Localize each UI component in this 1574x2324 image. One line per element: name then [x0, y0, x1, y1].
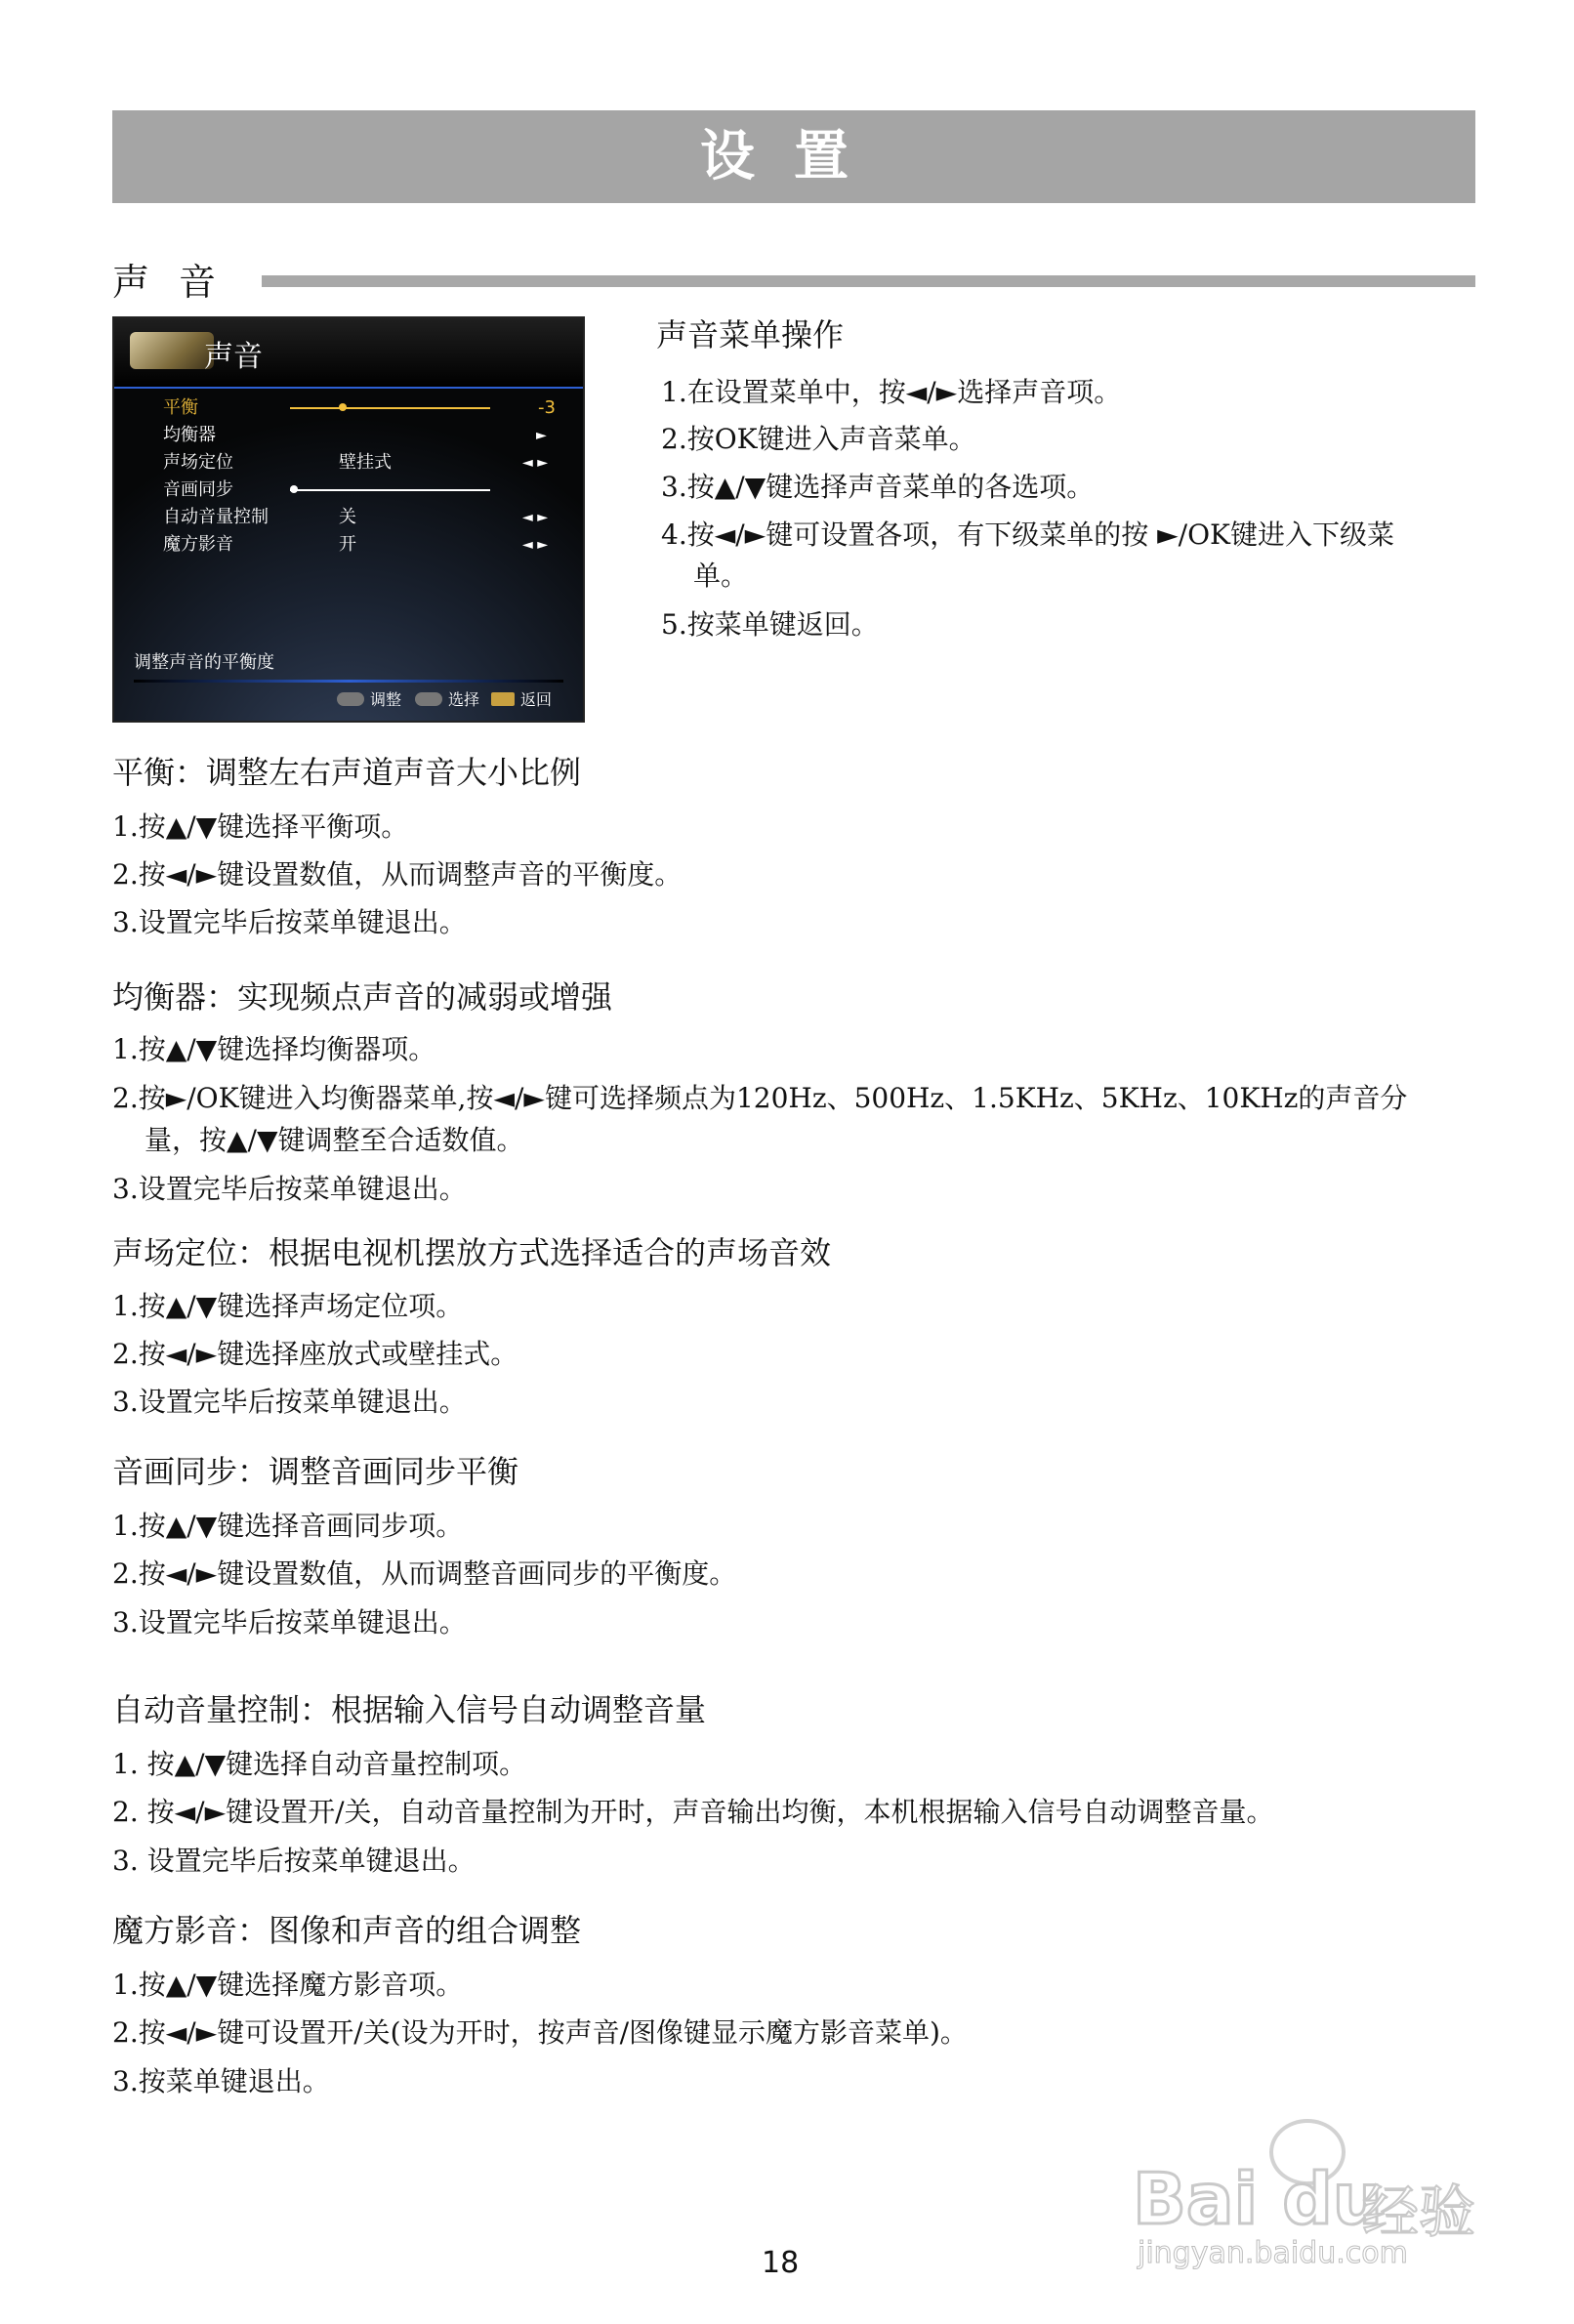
ops-step: 1.在设置菜单中，按◄/►选择声音项。: [661, 376, 1122, 408]
tv-menu-item-value: 关: [339, 507, 356, 527]
arrow-right-icon: ►: [536, 428, 547, 443]
up-down-key-icon: [415, 692, 442, 706]
instruction-line: 1.按▲/▼键选择均衡器项。: [112, 1033, 436, 1065]
instruction-line: 2. 按◄/►键设置开/关，自动音量控制为开时，声音输出均衡，本机根据输入信号自动调整音量。: [112, 1796, 1274, 1828]
section-divider: [262, 275, 1475, 287]
tv-menu-item-balance: [163, 396, 563, 420]
tv-footer-adjust: [337, 687, 401, 710]
page-title-banner: 设置: [112, 110, 1475, 203]
instruction-line: 2.按◄/►键设置数值，从而调整声音的平衡度。: [112, 858, 683, 891]
tv-footer-select: [415, 687, 479, 710]
tv-menu-item-auto-volume: [163, 506, 563, 529]
instruction-line: 2.按►/OK键进入均衡器菜单,按◄/►键可选择频点为120Hz、500Hz、1.5KHz、5KHz、10KHz的声音分: [112, 1082, 1408, 1114]
tv-menu-hint: 调整声音的平衡度: [134, 652, 274, 673]
tv-menu-item-label: 音画同步: [163, 479, 233, 500]
tv-menu-item-value: 开: [339, 534, 356, 555]
ops-step: 4.按◄/►键可设置各项，有下级菜单的按 ►/OK键进入下级菜: [661, 519, 1394, 551]
section-heading-auto-volume: 自动音量控制：根据输入信号自动调整音量: [112, 1691, 707, 1728]
arrow-left-right-icon: ◄ ►: [522, 510, 548, 525]
av-sync-slider: [290, 489, 490, 491]
ops-step: 3.按▲/▼键选择声音菜单的各选项。: [661, 471, 1095, 503]
tv-menu-item-magic-av: [163, 533, 563, 557]
arrow-left-right-icon: ◄ ►: [522, 455, 548, 471]
tv-menu-item-label: 均衡器: [163, 425, 216, 445]
instruction-line: 2.按◄/►键设置数值，从而调整音画同步的平衡度。: [112, 1557, 737, 1590]
instruction-line: 3.设置完毕后按菜单键退出。: [112, 1173, 467, 1205]
instruction-line: 2.按◄/►键选择座放式或壁挂式。: [112, 1338, 518, 1370]
instruction-line: 2.按◄/►键可设置开/关(设为开时，按声音/图像键显示魔方影音菜单)。: [112, 2016, 968, 2049]
instruction-line: 1.按▲/▼键选择音画同步项。: [112, 1510, 464, 1542]
baidu-watermark: [1133, 2119, 1484, 2270]
instruction-line: 3.设置完毕后按菜单键退出。: [112, 1386, 467, 1418]
left-right-key-icon: [337, 692, 364, 706]
instruction-line: 3. 设置完毕后按菜单键退出。: [112, 1845, 476, 1877]
instruction-line: 3.设置完毕后按菜单键退出。: [112, 1606, 467, 1639]
section-heading-equalizer: 均衡器：实现频点声音的减弱或增强: [112, 978, 613, 1016]
section-heading-av-sync: 音画同步：调整音画同步平衡: [112, 1453, 519, 1490]
watermark-url: jingyan.baidu.com: [1138, 2236, 1408, 2270]
instruction-line: 3.设置完毕后按菜单键退出。: [112, 906, 467, 938]
instruction-line: 量，按▲/▼键调整至合适数值。: [145, 1124, 524, 1156]
instruction-line: 1.按▲/▼键选择声场定位项。: [112, 1290, 464, 1322]
slider-knob: [339, 403, 347, 411]
tv-menu-item-label: 声场定位: [163, 452, 233, 473]
arrow-left-right-icon: ◄ ►: [522, 537, 548, 553]
section-heading-magic-av: 魔方影音：图像和声音的组合调整: [112, 1912, 582, 1949]
tv-footer-back: [491, 687, 552, 710]
tv-menu-item-av-sync: [163, 478, 563, 502]
speaker-icon: [130, 332, 214, 369]
tv-footer-label: 选择: [448, 690, 480, 709]
tv-menu-item-equalizer: [163, 424, 563, 447]
section-title: 声音: [112, 261, 246, 304]
tv-menu-item-label: 平衡: [163, 397, 198, 418]
section-heading-balance: 平衡：调整左右声道声音大小比例: [112, 754, 582, 791]
instruction-line: 1.按▲/▼键选择平衡项。: [112, 810, 409, 843]
page-number: 18: [762, 2246, 800, 2280]
tv-menu-header: [114, 318, 583, 389]
watermark-cn: 经验: [1362, 2179, 1476, 2245]
instruction-line: 1.按▲/▼键选择魔方影音项。: [112, 1969, 464, 2001]
tv-menu-item-label: 自动音量控制: [163, 507, 269, 527]
tv-footer-label: 调整: [370, 690, 402, 709]
tv-menu-divider: [134, 680, 563, 683]
tv-menu-screenshot: [112, 316, 585, 723]
instruction-line: 1. 按▲/▼键选择自动音量控制项。: [112, 1748, 527, 1780]
ops-step: 5.按菜单键返回。: [661, 608, 879, 641]
tv-menu-item-value: 壁挂式: [339, 452, 392, 473]
tv-menu-item-sound-position: [163, 451, 563, 475]
tv-menu-item-value: -3: [538, 397, 556, 418]
ops-step: 单。: [693, 560, 749, 592]
menu-key-icon: [491, 692, 515, 706]
watermark-brand: Bai du: [1133, 2158, 1384, 2240]
instruction-line: 3.按菜单键退出。: [112, 2065, 330, 2097]
ops-step: 2.按OK键进入声音菜单。: [661, 423, 976, 455]
tv-menu-item-label: 魔方影音: [163, 534, 233, 555]
tv-footer-label: 返回: [520, 690, 553, 709]
slider-knob: [290, 485, 298, 493]
section-heading-sound-position: 声场定位：根据电视机摆放方式选择适合的声场音效: [112, 1234, 832, 1271]
tv-menu-title: 声音: [204, 340, 263, 374]
ops-title: 声音菜单操作: [656, 316, 845, 353]
balance-slider: [290, 407, 490, 409]
